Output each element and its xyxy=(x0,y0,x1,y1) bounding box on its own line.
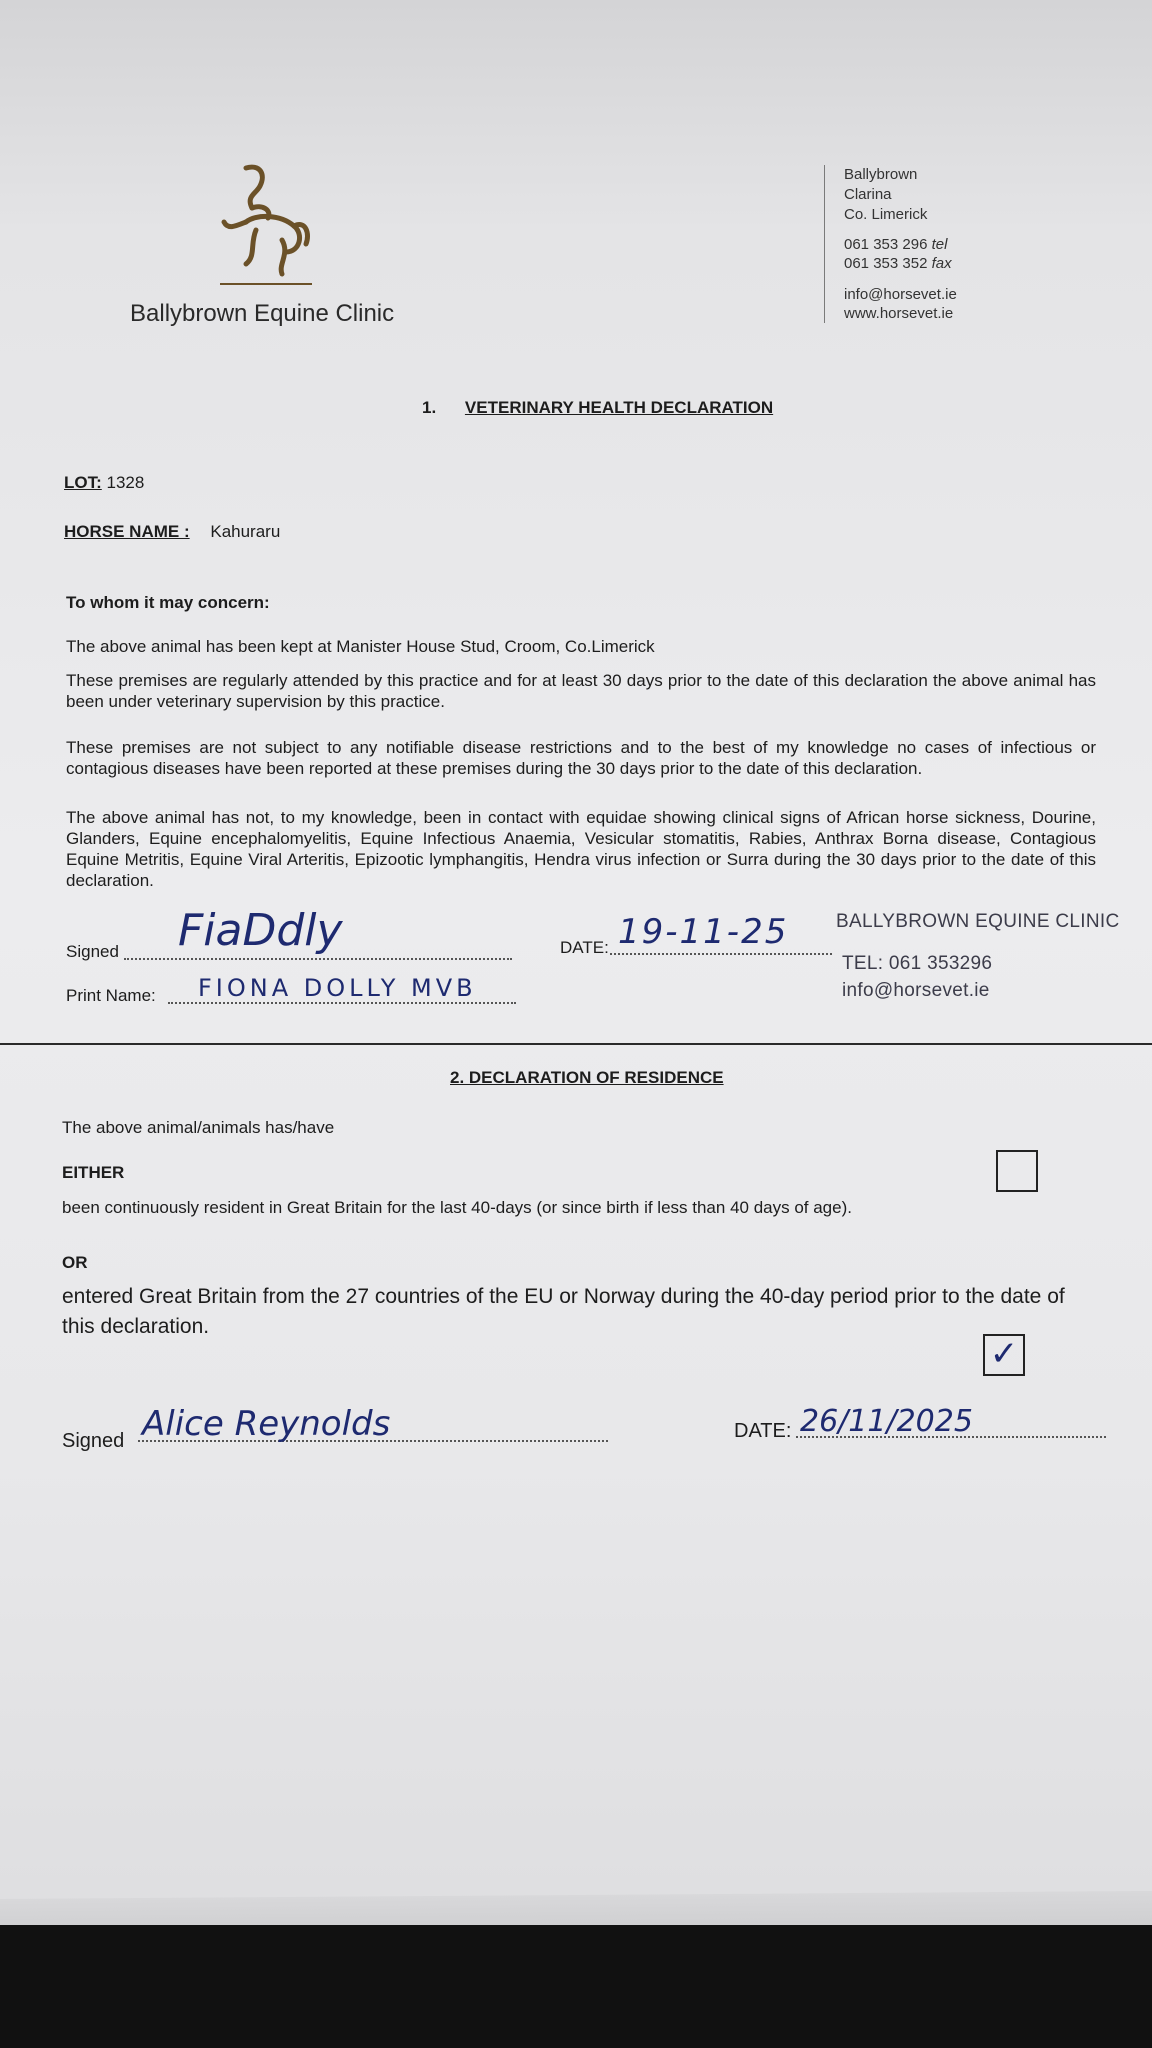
check-mark-icon: ✓ xyxy=(989,1335,1019,1373)
horse-name-field xyxy=(64,522,280,542)
paragraph-supervision: These premises are regularly attended by this practice and for at least 30 days prior to the date of this declaration the above animal has been under veterinary supervision by this practice. xyxy=(66,671,1096,711)
fax-suffix: fax xyxy=(931,255,952,272)
either-label: EITHER xyxy=(62,1163,125,1182)
date-label-2: DATE: xyxy=(734,1420,792,1442)
section-divider xyxy=(0,1043,1152,1045)
horse-name-label: HORSE NAME : xyxy=(64,522,190,541)
background-surface xyxy=(0,1925,1152,2048)
option2-checkbox[interactable] xyxy=(983,1334,1025,1376)
signed-label-2: Signed xyxy=(62,1430,125,1452)
residence-intro: The above animal/animals has/have xyxy=(62,1118,335,1137)
tel-suffix: tel xyxy=(931,236,948,253)
paragraph-kept-at: The above animal has been kept at Manister House Stud, Croom, Co.Limerick xyxy=(66,637,655,656)
section1-title xyxy=(422,398,773,418)
clinic-stamp-tel: TEL: 061 353296 xyxy=(842,953,993,974)
clinic-stamp-name: BALLYBROWN EQUINE CLINIC xyxy=(836,911,1120,932)
salutation: To whom it may concern: xyxy=(66,593,270,612)
fax-number: 061 353 352 xyxy=(844,255,928,272)
option1-checkbox[interactable] xyxy=(996,1150,1038,1192)
option1-text: been continuously resident in Great Britain for the last 40-days (or since birth if less than 40 days of age). xyxy=(62,1198,852,1217)
address-line: Co. Limerick xyxy=(844,206,928,223)
website-text: www.horsevet.ie xyxy=(844,305,954,322)
paragraph-disease-contact: The above animal has not, to my knowledge, been in contact with equidae showing clinical signs of African horse sickness, Dourine, Glanders, Equine encephalomyelitis, Equine Infectious Anaemia, Vesicular stomatitis, Rabies, Anthrax Borna disease, Contagious Equine Metritis, Equine Viral Arteritis, Epizootic lymphangitis, Hendra virus infection or Surra during the 30 days prior to the date of this declaration. xyxy=(66,808,1096,890)
clinic-name: Ballybrown Equine Clinic xyxy=(130,300,395,327)
signed-label: Signed xyxy=(66,942,119,961)
address-line: Clarina xyxy=(844,186,892,203)
lot-label: LOT: xyxy=(64,473,102,492)
address-divider xyxy=(824,165,825,323)
owner-date: 26/11/2025 xyxy=(800,1404,973,1439)
tel-line xyxy=(844,236,947,253)
tel-number: 061 353 296 xyxy=(844,236,928,253)
vet-date: 19-11-25 xyxy=(618,912,789,952)
section1-number: 1. xyxy=(422,398,437,417)
owner-signature: Alice Reynolds xyxy=(142,1404,391,1444)
section1-title-text: VETERINARY HEALTH DECLARATION xyxy=(464,398,774,417)
horse-logo-icon xyxy=(216,160,316,290)
lot-value: 1328 xyxy=(106,473,145,492)
or-label: OR xyxy=(62,1253,88,1272)
signature-line xyxy=(124,958,512,960)
fax-line xyxy=(844,255,952,272)
paragraph-no-restrictions: These premises are not subject to any notifiable disease restrictions and to the best of my knowledge no cases of infectious or contagious diseases have been reported at these premises during the 30 days prior to the date of this declaration. xyxy=(66,738,1096,778)
vet-signature: FiaDdly xyxy=(178,905,343,956)
address-line: Ballybrown xyxy=(844,166,918,183)
clinic-stamp-email: info@horsevet.ie xyxy=(842,980,990,1001)
email-text: info@horsevet.ie xyxy=(844,286,957,303)
lot-field xyxy=(64,473,144,493)
date-label: DATE: xyxy=(560,938,609,957)
date-line xyxy=(610,953,832,955)
vet-print-name: FIONA DOLLY MVB xyxy=(198,974,477,1002)
print-name-line xyxy=(168,1002,516,1004)
print-name-label: Print Name: xyxy=(66,986,156,1005)
horse-name-value: Kahuraru xyxy=(210,522,281,541)
section2-title: 2. DECLARATION OF RESIDENCE xyxy=(450,1068,724,1087)
option2-text: entered Great Britain from the 27 countries of the EU or Norway during the 40-day period prior to the date of this declaration. xyxy=(62,1285,1065,1338)
